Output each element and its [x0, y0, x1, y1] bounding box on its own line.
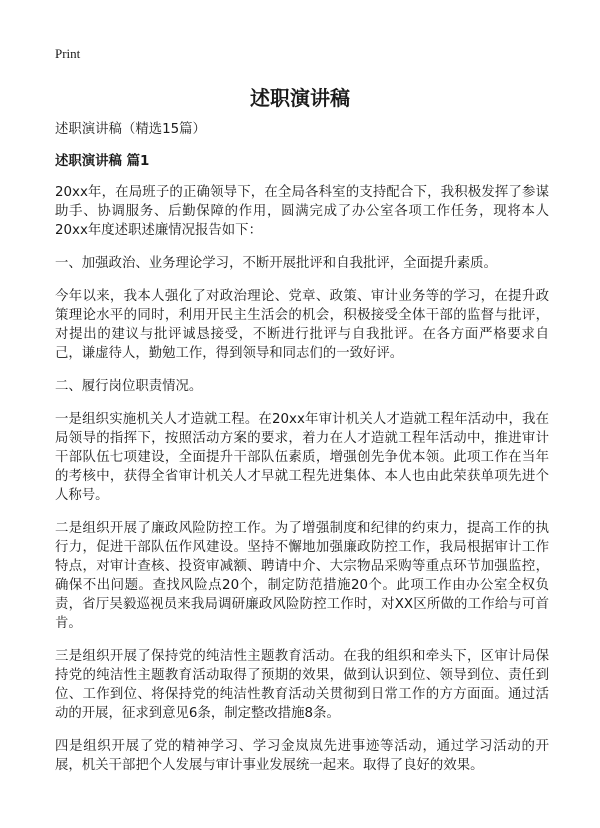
paragraph: 今年以来，我本人强化了对政治理论、党章、政策、审计业务等的学习，在提升政策理论水平的同时，利用开民主生活会的机会，积极接受全体干部的监督与批评，对提出的建议与批评诚恳接受，不断进行批评与自我批评。在各方面严格要求自己，谦虚待人，勤勉工作，得到领导和同志们的一致好评。 [55, 289, 549, 361]
paragraph: 一、加强政治、业务理论学习，不断开展批评和自我批评，全面提升素质。 [55, 256, 497, 271]
paragraph: 一是组织实施机关人才造就工程。在20xx年审计机关人才造就工程年活动中，我在局领导的指挥下，按照活动方案的要求，着力在人才造就工程年活动中，推进审计干部队伍七项建设，全面提升干部队伍素质，增强创先争优本领。此项工作在当年的考核中，获得全省审计机关人才早就工程先进集体、本人也由此荣获单项先进个人称号。 [55, 412, 549, 503]
document-subtitle: 述职演讲稿（精选15篇） [55, 122, 206, 137]
paragraph: 四是组织开展了党的精神学习、学习金岚岚先进事迹等活动，通过学习活动的开展，机关干部把个人发展与审计事业发展统一起来。取得了良好的效果。 [55, 739, 549, 773]
paragraph: 二是组织开展了廉政风险防控工作。为了增强制度和纪律的约束力，提高工作的执行力，促进干部队伍作风建设。坚持不懈地加强廉政防控工作，我局根据审计工作特点，对审计查核、投资审减额、聘请中介、大宗物品采购等重点环节加强监控，确保不出问题。查找风险点20个，制定防范措施20个。此项工作由办公室全权负责，省厅吴毅巡视员来我局调研廉政风险防控工作时，对XX区所做的工作给与可首肯。 [55, 521, 549, 631]
paragraph: 二、履行岗位职责情况。 [55, 379, 203, 394]
section-heading: 述职演讲稿 篇1 [55, 154, 150, 169]
document-body [55, 120, 549, 789]
paragraph: 20xx年，在局班子的正确领导下，在全局各科室的支持配合下，我积极发挥了参谋助手、协调服务、后勤保障的作用，圆满完成了办公室各项工作任务，现将本人20xx年度述职述廉情况报告如下： [55, 185, 549, 238]
document-title: 述职演讲稿 [250, 86, 350, 110]
paragraph: 三是组织开展了保持党的纯洁性主题教育活动。在我的组织和牵头下，区审计局保持党的纯洁性主题教育活动取得了预期的效果，做到认识到位、领导到位、责任到位、工作到位、将保持党的纯洁性教育活动关贯彻到日常工作的方方面面。通过活动的开展，征求到意见6条，制定整改措施8条。 [55, 649, 549, 721]
print-link[interactable]: Print [55, 46, 81, 61]
